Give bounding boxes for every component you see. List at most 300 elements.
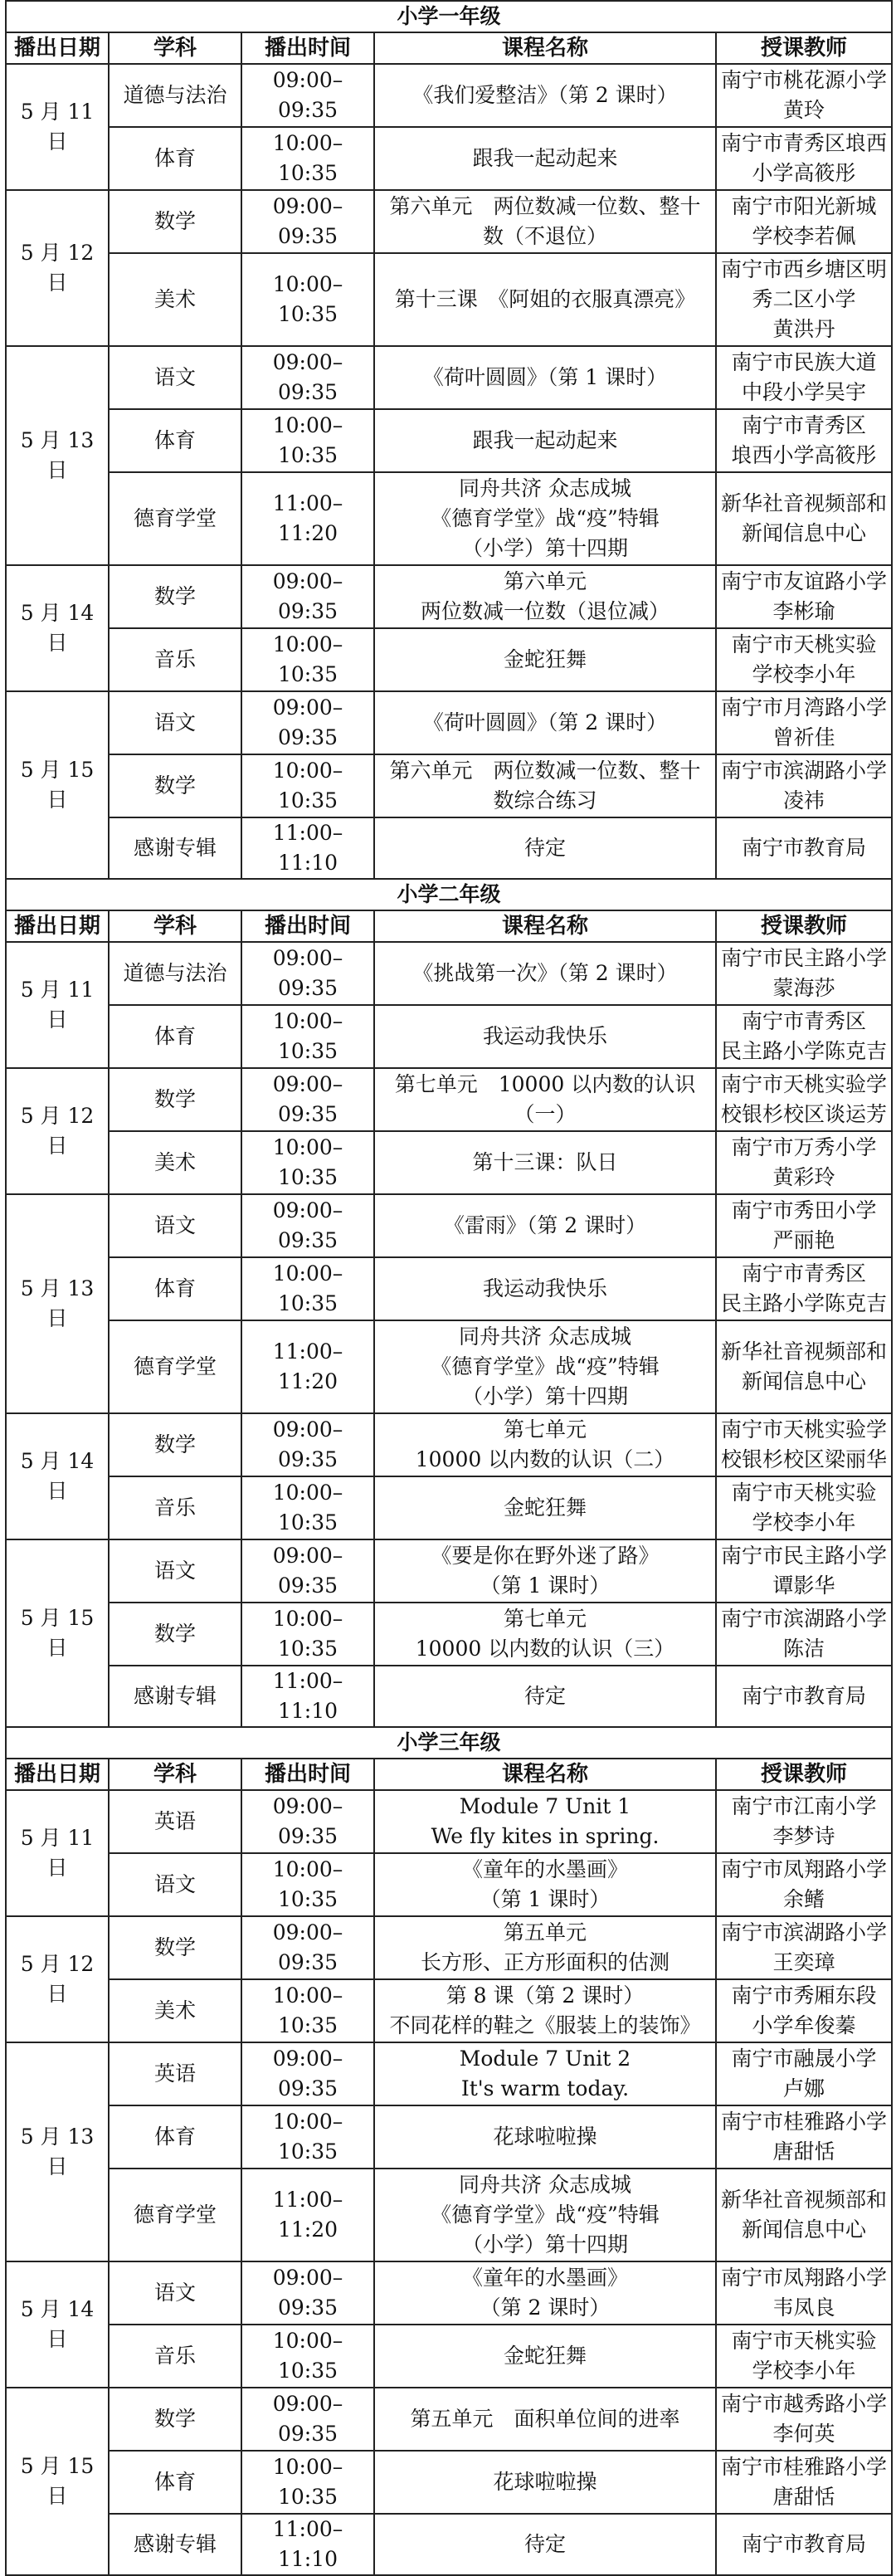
subject-cell: 道德与法治 [109, 942, 241, 1005]
course-title-cell [374, 472, 716, 565]
teacher-cell [716, 2325, 892, 2388]
course-title-line: （小学）第十四期 [461, 536, 628, 560]
teacher-line: 南宁市滨湖路小学 [721, 759, 888, 783]
course-title-cell [374, 64, 716, 127]
time-cell: 10:00–10:35 [241, 1603, 374, 1666]
header-subject: 学科 [109, 910, 241, 942]
teacher-line: 李梦诗 [772, 1824, 835, 1848]
course-title-line: 《挑战第一次》（第 2 课时） [412, 961, 678, 985]
course-title-cell [374, 1853, 716, 1916]
teacher-cell [716, 754, 892, 817]
teacher-line: 学校李小年 [752, 2359, 856, 2383]
teacher-cell [716, 1194, 892, 1257]
schedule-row [6, 190, 892, 253]
schedule-row [6, 1131, 892, 1194]
grade-title: 小学一年级 [6, 1, 892, 32]
teacher-line: 新闻信息中心 [742, 521, 867, 545]
schedule-body [6, 1, 892, 2575]
course-title-line: 我运动我快乐 [482, 1024, 607, 1048]
teacher-line: 南宁市青秀区 [742, 1009, 867, 1033]
course-title-line: It's warm today. [460, 2076, 630, 2100]
teacher-line: 南宁市融晟小学 [731, 2047, 877, 2071]
teacher-line: 中段小学吴宇 [742, 380, 867, 404]
subject-cell: 语文 [109, 2261, 241, 2325]
teacher-line: 南宁市天桃实验学 [721, 1072, 888, 1096]
course-title-cell [374, 1603, 716, 1666]
schedule-row [6, 2451, 892, 2514]
course-title-line: 长方形、正方形面积的估测 [420, 1950, 670, 1974]
teacher-cell [716, 1666, 892, 1727]
course-title-line: 第七单元 [503, 1417, 587, 1442]
teacher-line: 南宁市青秀区 [742, 1261, 867, 1286]
course-title-cell [374, 1790, 716, 1853]
course-title-line: We fly kites in spring. [431, 1824, 660, 1848]
subject-cell: 体育 [109, 2451, 241, 2514]
course-title-line: 待定 [523, 836, 566, 860]
teacher-line: 南宁市月湾路小学 [721, 695, 888, 720]
teacher-line: 韦凤良 [772, 2295, 835, 2320]
course-title-line: 第五单元 面积单位间的进率 [410, 2407, 680, 2431]
teacher-cell [716, 253, 892, 346]
teacher-cell [716, 942, 892, 1005]
teacher-line: 小学牟俊蓁 [752, 2013, 856, 2037]
teacher-line: 南宁市江南小学 [731, 1794, 877, 1818]
teacher-cell [716, 1131, 892, 1194]
date-cell: 5 月 15 日 [6, 691, 109, 879]
time-cell: 10:00–10:35 [241, 2325, 374, 2388]
teacher-cell [716, 1257, 892, 1320]
teacher-line: 南宁市桂雅路小学 [721, 2110, 888, 2134]
course-title-line: 跟我一起动起来 [472, 146, 618, 170]
teacher-cell [716, 2042, 892, 2105]
teacher-line: 蒙海莎 [772, 976, 835, 1000]
teacher-cell [716, 2451, 892, 2514]
schedule-row [6, 1979, 892, 2042]
schedule-page [5, 0, 891, 2576]
schedule-row [6, 64, 892, 127]
course-title-line: 《荷叶圆圆》（第 1 课时） [422, 365, 668, 389]
teacher-line: 学校李小年 [752, 662, 856, 686]
time-cell: 11:00–11:10 [241, 817, 374, 879]
course-title-line: 两位数减一位数（退位减） [420, 599, 670, 623]
teacher-line: 黄洪丹 [772, 317, 835, 341]
teacher-line: 南宁市凤翔路小学 [721, 1857, 888, 1881]
time-cell: 09:00–09:35 [241, 346, 374, 409]
course-title-line: 第 8 课（第 2 课时） [446, 1983, 645, 2008]
time-cell: 09:00–09:35 [241, 565, 374, 628]
course-title-line: 第十三课：队日 [472, 1150, 618, 1174]
date-cell: 5 月 11 日 [6, 1790, 109, 1916]
course-title-cell [374, 942, 716, 1005]
time-cell: 09:00–09:35 [241, 1413, 374, 1476]
course-title-cell [374, 190, 716, 253]
teacher-cell [716, 1413, 892, 1476]
grade-title: 小学三年级 [6, 1727, 892, 1759]
course-title-cell [374, 253, 716, 346]
teacher-cell [716, 1603, 892, 1666]
teacher-line: 民主路小学陈克吉 [721, 1291, 888, 1315]
course-title-line: 跟我一起动起来 [472, 428, 618, 452]
time-cell: 10:00–10:35 [241, 1853, 374, 1916]
teacher-cell [716, 1476, 892, 1539]
time-cell: 09:00–09:35 [241, 1539, 374, 1603]
grade-title-row [6, 1727, 892, 1759]
teacher-line: 南宁市滨湖路小学 [721, 1920, 888, 1944]
course-title-line: 《荷叶圆圆》（第 2 课时） [422, 710, 668, 734]
subject-cell: 语文 [109, 1539, 241, 1603]
teacher-line: 黄玲 [783, 98, 825, 122]
time-cell: 10:00–10:35 [241, 127, 374, 190]
date-cell: 5 月 14 日 [6, 565, 109, 691]
teacher-cell [716, 64, 892, 127]
subject-cell: 美术 [109, 253, 241, 346]
date-cell: 5 月 14 日 [6, 2261, 109, 2388]
subject-cell: 英语 [109, 2042, 241, 2105]
teacher-line: 校银杉校区梁丽华 [721, 1447, 888, 1471]
subject-cell: 体育 [109, 127, 241, 190]
schedule-row [6, 565, 892, 628]
subject-cell: 体育 [109, 1257, 241, 1320]
course-title-cell [374, 1413, 716, 1476]
subject-cell: 英语 [109, 1790, 241, 1853]
teacher-line: 南宁市桂雅路小学 [721, 2455, 888, 2479]
teacher-line: 陈洁 [783, 1637, 825, 1661]
time-cell: 09:00–09:35 [241, 2388, 374, 2451]
date-cell: 5 月 13 日 [6, 1194, 109, 1413]
teacher-cell [716, 1916, 892, 1979]
teacher-line: 南宁市滨湖路小学 [721, 1607, 888, 1631]
schedule-row [6, 1539, 892, 1603]
schedule-row [6, 1320, 892, 1413]
subject-cell: 数学 [109, 1916, 241, 1979]
subject-cell: 音乐 [109, 2325, 241, 2388]
course-title-line: 《雷雨》（第 2 课时） [443, 1213, 647, 1237]
teacher-line: 新闻信息中心 [742, 2217, 867, 2242]
date-cell: 5 月 15 日 [6, 2388, 109, 2575]
subject-cell: 德育学堂 [109, 2169, 241, 2261]
course-title-cell [374, 691, 716, 754]
schedule-row [6, 1068, 892, 1131]
course-title-cell [374, 2261, 716, 2325]
teacher-line: 埌西小学高筱彤 [731, 443, 877, 467]
teacher-cell [716, 2388, 892, 2451]
teacher-line: 曾祈佳 [772, 725, 835, 749]
course-title-line: （小学）第十四期 [461, 1384, 628, 1408]
teacher-line: 南宁市越秀路小学 [721, 2392, 888, 2416]
schedule-row [6, 817, 892, 879]
date-cell: 5 月 12 日 [6, 190, 109, 346]
teacher-line: 南宁市教育局 [742, 2532, 867, 2556]
course-title-line: 《我们爱整洁》（第 2 课时） [412, 83, 678, 107]
teacher-cell [716, 817, 892, 879]
date-cell: 5 月 15 日 [6, 1539, 109, 1727]
schedule-table [5, 0, 893, 2576]
course-title-line: 第六单元 两位数减一位数、整十 [389, 759, 701, 783]
schedule-row [6, 2514, 892, 2575]
course-title-line: 《德育学堂》战“疫”特辑 [431, 2203, 660, 2227]
schedule-row [6, 1005, 892, 1068]
subject-cell: 数学 [109, 2388, 241, 2451]
schedule-row [6, 127, 892, 190]
time-cell: 09:00–09:35 [241, 64, 374, 127]
course-title-cell [374, 127, 716, 190]
header-time: 播出时间 [241, 32, 374, 64]
header-time: 播出时间 [241, 910, 374, 942]
schedule-row [6, 2105, 892, 2169]
time-cell: 09:00–09:35 [241, 691, 374, 754]
header-row [6, 32, 892, 64]
time-cell: 10:00–10:35 [241, 1979, 374, 2042]
teacher-line: 南宁市秀厢东段 [731, 1983, 877, 2008]
subject-cell: 音乐 [109, 628, 241, 691]
course-title-cell [374, 1666, 716, 1727]
teacher-cell [716, 472, 892, 565]
header-subject: 学科 [109, 1759, 241, 1790]
header-teacher: 授课教师 [716, 910, 892, 942]
time-cell: 09:00–09:35 [241, 190, 374, 253]
course-title-cell [374, 1476, 716, 1539]
header-row [6, 1759, 892, 1790]
teacher-cell [716, 1539, 892, 1603]
teacher-line: 南宁市青秀区埌西 [721, 131, 888, 155]
schedule-row [6, 1603, 892, 1666]
teacher-line: 唐甜恬 [772, 2485, 835, 2509]
teacher-line: 南宁市天桃实验 [731, 1481, 877, 1505]
time-cell: 09:00–09:35 [241, 1790, 374, 1853]
teacher-cell [716, 628, 892, 691]
subject-cell: 德育学堂 [109, 472, 241, 565]
time-cell: 09:00–09:35 [241, 2042, 374, 2105]
teacher-line: 新闻信息中心 [742, 1369, 867, 1393]
course-title-line: 同舟共济 众志成城 [459, 2173, 631, 2197]
course-title-line: （第 1 课时） [480, 1573, 611, 1598]
course-title-line: 花球啦啦操 [493, 2470, 597, 2494]
teacher-cell [716, 1790, 892, 1853]
course-title-line: 花球啦啦操 [493, 2125, 597, 2149]
teacher-line: 南宁市天桃实验学 [721, 1417, 888, 1442]
schedule-row [6, 1666, 892, 1727]
teacher-line: 新华社音视频部和 [721, 1339, 888, 1364]
date-cell: 5 月 11 日 [6, 64, 109, 190]
course-title-line: 不同花样的鞋之《服装上的装饰》 [389, 2013, 701, 2037]
course-title-line: 《德育学堂》战“疫”特辑 [431, 1354, 660, 1378]
course-title-line: 第五单元 [503, 1920, 587, 1944]
subject-cell: 美术 [109, 1979, 241, 2042]
schedule-row [6, 2388, 892, 2451]
date-cell: 5 月 12 日 [6, 1068, 109, 1194]
course-title-cell [374, 2514, 716, 2575]
teacher-line: 谭影华 [772, 1573, 835, 1598]
teacher-cell [716, 1853, 892, 1916]
teacher-cell [716, 190, 892, 253]
teacher-line: 小学高筱彤 [752, 161, 856, 185]
header-title: 课程名称 [374, 910, 716, 942]
time-cell: 09:00–09:35 [241, 1068, 374, 1131]
time-cell: 10:00–10:35 [241, 409, 374, 472]
course-title-cell [374, 1539, 716, 1603]
schedule-row [6, 1413, 892, 1476]
course-title-line: 第七单元 10000 以内数的认识 [394, 1072, 696, 1096]
course-title-line: Module 7 Unit 1 [459, 1794, 631, 1818]
course-title-line: 第十三课 《阿姐的衣服真漂亮》 [394, 287, 696, 311]
schedule-row [6, 691, 892, 754]
course-title-line: 待定 [523, 1684, 566, 1708]
course-title-cell [374, 2451, 716, 2514]
teacher-line: 南宁市桃花源小学 [721, 68, 888, 92]
course-title-cell [374, 1131, 716, 1194]
header-teacher: 授课教师 [716, 32, 892, 64]
header-time: 播出时间 [241, 1759, 374, 1790]
time-cell: 10:00–10:35 [241, 628, 374, 691]
subject-cell: 数学 [109, 754, 241, 817]
schedule-row [6, 2325, 892, 2388]
header-date: 播出日期 [6, 32, 109, 64]
teacher-line: 南宁市民族大道 [731, 350, 877, 374]
time-cell: 09:00–09:35 [241, 1194, 374, 1257]
teacher-line: 南宁市民主路小学 [721, 946, 888, 970]
time-cell: 10:00–10:35 [241, 2451, 374, 2514]
course-title-line: 数（不退位） [482, 224, 607, 248]
course-title-line: 《要是你在野外迷了路》 [431, 1544, 660, 1568]
date-cell: 5 月 13 日 [6, 346, 109, 565]
schedule-row [6, 1257, 892, 1320]
teacher-line: 南宁市教育局 [742, 836, 867, 860]
course-title-line: （第 2 课时） [480, 2295, 611, 2320]
subject-cell: 体育 [109, 1005, 241, 1068]
teacher-cell [716, 346, 892, 409]
course-title-cell [374, 346, 716, 409]
course-title-cell [374, 1979, 716, 2042]
time-cell: 10:00–10:35 [241, 754, 374, 817]
teacher-line: 校银杉校区谈运芳 [721, 1102, 888, 1126]
schedule-row [6, 1194, 892, 1257]
schedule-row [6, 346, 892, 409]
teacher-cell [716, 2514, 892, 2575]
course-title-line: 10000 以内数的认识（三） [415, 1637, 675, 1661]
schedule-row [6, 1790, 892, 1853]
teacher-line: 民主路小学陈克吉 [721, 1039, 888, 1063]
schedule-row [6, 1916, 892, 1979]
teacher-line: 凌祎 [783, 788, 825, 812]
teacher-line: 南宁市凤翔路小学 [721, 2266, 888, 2290]
course-title-line: 10000 以内数的认识（二） [415, 1447, 675, 1471]
subject-cell: 体育 [109, 2105, 241, 2169]
grade-title-row [6, 879, 892, 910]
course-title-line: 《童年的水墨画》 [461, 2266, 628, 2290]
time-cell: 10:00–10:35 [241, 1257, 374, 1320]
course-title-line: 第六单元 两位数减一位数、整十 [389, 194, 701, 218]
teacher-cell [716, 565, 892, 628]
time-cell: 10:00–10:35 [241, 253, 374, 346]
course-title-cell [374, 1068, 716, 1131]
time-cell: 10:00–10:35 [241, 1476, 374, 1539]
course-title-line: 第七单元 [503, 1607, 587, 1631]
course-title-cell [374, 2105, 716, 2169]
schedule-row [6, 2261, 892, 2325]
header-title: 课程名称 [374, 32, 716, 64]
teacher-line: 唐甜恬 [772, 2139, 835, 2164]
schedule-row [6, 472, 892, 565]
teacher-cell [716, 1320, 892, 1413]
time-cell: 11:00–11:10 [241, 1666, 374, 1727]
subject-cell: 德育学堂 [109, 1320, 241, 1413]
header-subject: 学科 [109, 32, 241, 64]
schedule-row [6, 628, 892, 691]
course-title-line: （第 1 课时） [480, 1887, 611, 1911]
course-title-line: 我运动我快乐 [482, 1276, 607, 1300]
course-title-line: Module 7 Unit 2 [459, 2047, 631, 2071]
course-title-cell [374, 754, 716, 817]
teacher-line: 秀二区小学 [752, 287, 856, 311]
teacher-cell [716, 2261, 892, 2325]
date-cell: 5 月 11 日 [6, 942, 109, 1068]
teacher-line: 南宁市教育局 [742, 1684, 867, 1708]
grade-title: 小学二年级 [6, 879, 892, 910]
course-title-cell [374, 2388, 716, 2451]
course-title-line: （一） [514, 1102, 577, 1126]
time-cell: 09:00–09:35 [241, 2261, 374, 2325]
course-title-cell [374, 817, 716, 879]
header-title: 课程名称 [374, 1759, 716, 1790]
teacher-line: 卢娜 [783, 2076, 825, 2100]
time-cell: 11:00–11:20 [241, 2169, 374, 2261]
subject-cell: 语文 [109, 691, 241, 754]
time-cell: 11:00–11:20 [241, 472, 374, 565]
course-title-line: 同舟共济 众志成城 [459, 476, 631, 500]
course-title-cell [374, 2042, 716, 2105]
schedule-row [6, 1853, 892, 1916]
course-title-line: 金蛇狂舞 [503, 647, 587, 671]
teacher-line: 王奕璋 [772, 1950, 835, 1974]
course-title-line: 金蛇狂舞 [503, 2344, 587, 2368]
subject-cell: 数学 [109, 1603, 241, 1666]
subject-cell: 体育 [109, 409, 241, 472]
teacher-cell [716, 1068, 892, 1131]
subject-cell: 数学 [109, 1413, 241, 1476]
date-cell: 5 月 12 日 [6, 1916, 109, 2042]
time-cell: 09:00–09:35 [241, 942, 374, 1005]
teacher-line: 新华社音视频部和 [721, 2188, 888, 2212]
course-title-cell [374, 2325, 716, 2388]
subject-cell: 美术 [109, 1131, 241, 1194]
course-title-cell [374, 1916, 716, 1979]
teacher-line: 南宁市青秀区 [742, 413, 867, 437]
course-title-line: 第六单元 [503, 569, 587, 593]
schedule-row [6, 942, 892, 1005]
date-cell: 5 月 13 日 [6, 2042, 109, 2261]
teacher-line: 南宁市民主路小学 [721, 1544, 888, 1568]
teacher-line: 南宁市天桃实验 [731, 2329, 877, 2353]
schedule-row [6, 253, 892, 346]
course-title-line: 《德育学堂》战“疫”特辑 [431, 506, 660, 530]
course-title-line: 金蛇狂舞 [503, 1495, 587, 1520]
teacher-line: 余鳍 [783, 1887, 825, 1911]
teacher-line: 南宁市万秀小学 [731, 1135, 877, 1159]
subject-cell: 感谢专辑 [109, 817, 241, 879]
grade-title-row [6, 1, 892, 32]
date-cell: 5 月 14 日 [6, 1413, 109, 1539]
schedule-row [6, 409, 892, 472]
teacher-line: 南宁市阳光新城 [731, 194, 877, 218]
time-cell: 10:00–10:35 [241, 2105, 374, 2169]
subject-cell: 数学 [109, 190, 241, 253]
teacher-cell [716, 1979, 892, 2042]
teacher-line: 南宁市友谊路小学 [721, 569, 888, 593]
teacher-line: 严丽艳 [772, 1228, 835, 1252]
subject-cell: 语文 [109, 346, 241, 409]
schedule-row [6, 2042, 892, 2105]
teacher-line: 南宁市秀田小学 [731, 1198, 877, 1222]
